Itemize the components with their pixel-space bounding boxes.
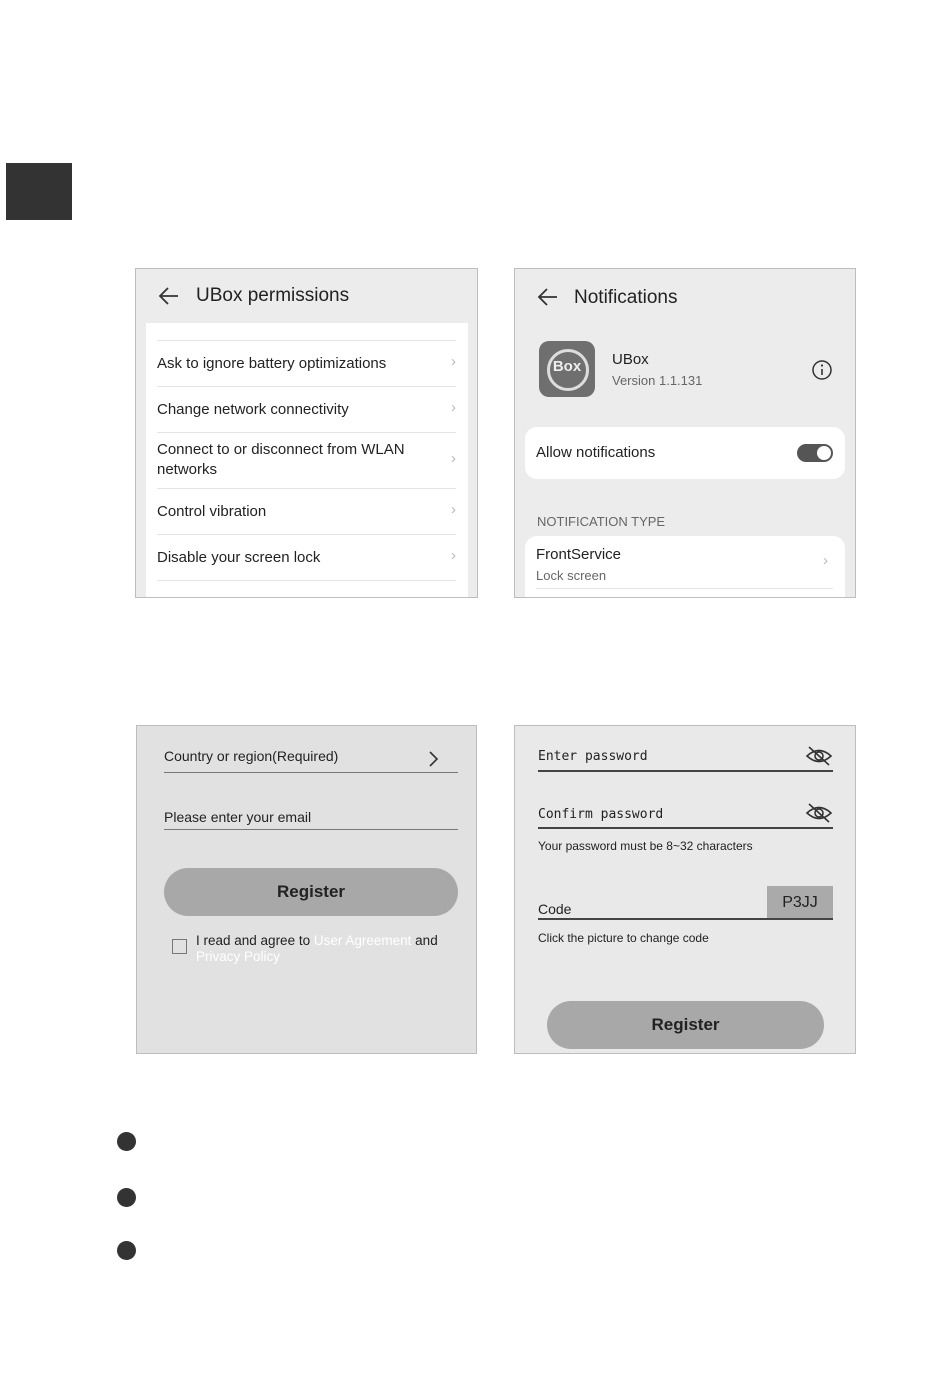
bullet-point bbox=[117, 1188, 136, 1207]
eye-hidden-icon[interactable] bbox=[805, 745, 833, 767]
confirm-underline bbox=[538, 827, 833, 829]
chevron-right-icon: › bbox=[451, 450, 456, 467]
user-agreement-link[interactable]: User Agreement bbox=[313, 933, 412, 948]
chevron-right-icon: › bbox=[451, 399, 456, 416]
back-arrow-icon[interactable] bbox=[537, 287, 559, 307]
list-item-partial bbox=[157, 323, 456, 341]
info-icon[interactable] bbox=[811, 359, 833, 381]
permissions-screenshot bbox=[135, 268, 478, 598]
notification-type-name: FrontService bbox=[536, 546, 622, 563]
agree-checkbox[interactable] bbox=[172, 939, 187, 954]
code-underline bbox=[538, 918, 833, 920]
permissions-list bbox=[146, 323, 468, 598]
notification-type-sub: Lock screen bbox=[536, 568, 607, 583]
password-underline bbox=[538, 770, 833, 772]
app-name: UBox bbox=[612, 351, 649, 368]
register-button[interactable]: Register bbox=[164, 868, 458, 916]
chevron-right-icon: › bbox=[823, 552, 828, 569]
list-item[interactable] bbox=[157, 535, 456, 581]
page-title: Notifications bbox=[574, 287, 678, 308]
agree-and: and bbox=[415, 933, 438, 948]
chevron-right-icon[interactable] bbox=[427, 750, 439, 768]
list-item-label: Control vibration bbox=[157, 503, 267, 520]
section-header: NOTIFICATION TYPE bbox=[537, 514, 666, 529]
agree-prefix: I read and agree to bbox=[196, 933, 311, 948]
agreement-text bbox=[196, 933, 456, 965]
captcha-hint: Click the picture to change code bbox=[538, 931, 709, 945]
back-arrow-icon[interactable] bbox=[158, 286, 180, 306]
section-marker bbox=[6, 163, 72, 220]
list-item[interactable] bbox=[157, 341, 456, 387]
email-underline bbox=[164, 829, 458, 830]
eye-hidden-icon[interactable] bbox=[805, 802, 833, 824]
chevron-right-icon: › bbox=[451, 547, 456, 564]
list-item[interactable] bbox=[157, 489, 456, 535]
list-item-label: Disable your screen lock bbox=[157, 549, 321, 566]
allow-notifications-row[interactable] bbox=[525, 427, 845, 479]
notification-type-row[interactable] bbox=[525, 536, 845, 598]
list-item-label: Change network connectivity bbox=[157, 401, 349, 418]
page-title: UBox permissions bbox=[196, 285, 350, 306]
chevron-right-icon: › bbox=[451, 501, 456, 518]
chevron-right-icon: › bbox=[451, 353, 456, 370]
confirm-password-input[interactable]: Confirm password bbox=[538, 807, 664, 822]
captcha-image[interactable]: P3JJ bbox=[767, 886, 833, 919]
list-item-label: Ask to ignore battery optimizations bbox=[157, 355, 387, 372]
country-field-label[interactable]: Country or region(Required) bbox=[164, 748, 339, 764]
allow-notifications-toggle[interactable] bbox=[797, 444, 833, 462]
list-item-label: Connect to or disconnect from WLAN networks bbox=[157, 441, 405, 478]
notifications-screenshot bbox=[514, 268, 856, 598]
privacy-policy-link[interactable]: Privacy Policy bbox=[196, 949, 281, 964]
register-password-screenshot bbox=[514, 725, 856, 1054]
app-icon: Box bbox=[539, 341, 595, 397]
code-input[interactable]: Code bbox=[538, 901, 572, 917]
divider bbox=[536, 588, 833, 589]
bullet-point bbox=[117, 1132, 136, 1151]
password-input[interactable]: Enter password bbox=[538, 749, 648, 764]
list-item[interactable] bbox=[157, 387, 456, 433]
password-hint: Your password must be 8~32 characters bbox=[538, 839, 753, 853]
app-version: Version 1.1.131 bbox=[612, 373, 703, 388]
country-underline bbox=[164, 772, 458, 773]
email-input[interactable]: Please enter your email bbox=[164, 809, 312, 825]
bullet-point bbox=[117, 1241, 136, 1260]
register-button[interactable]: Register bbox=[547, 1001, 824, 1049]
list-item[interactable] bbox=[157, 433, 456, 489]
allow-notifications-label: Allow notifications bbox=[536, 444, 656, 461]
register-email-screenshot bbox=[136, 725, 477, 1054]
